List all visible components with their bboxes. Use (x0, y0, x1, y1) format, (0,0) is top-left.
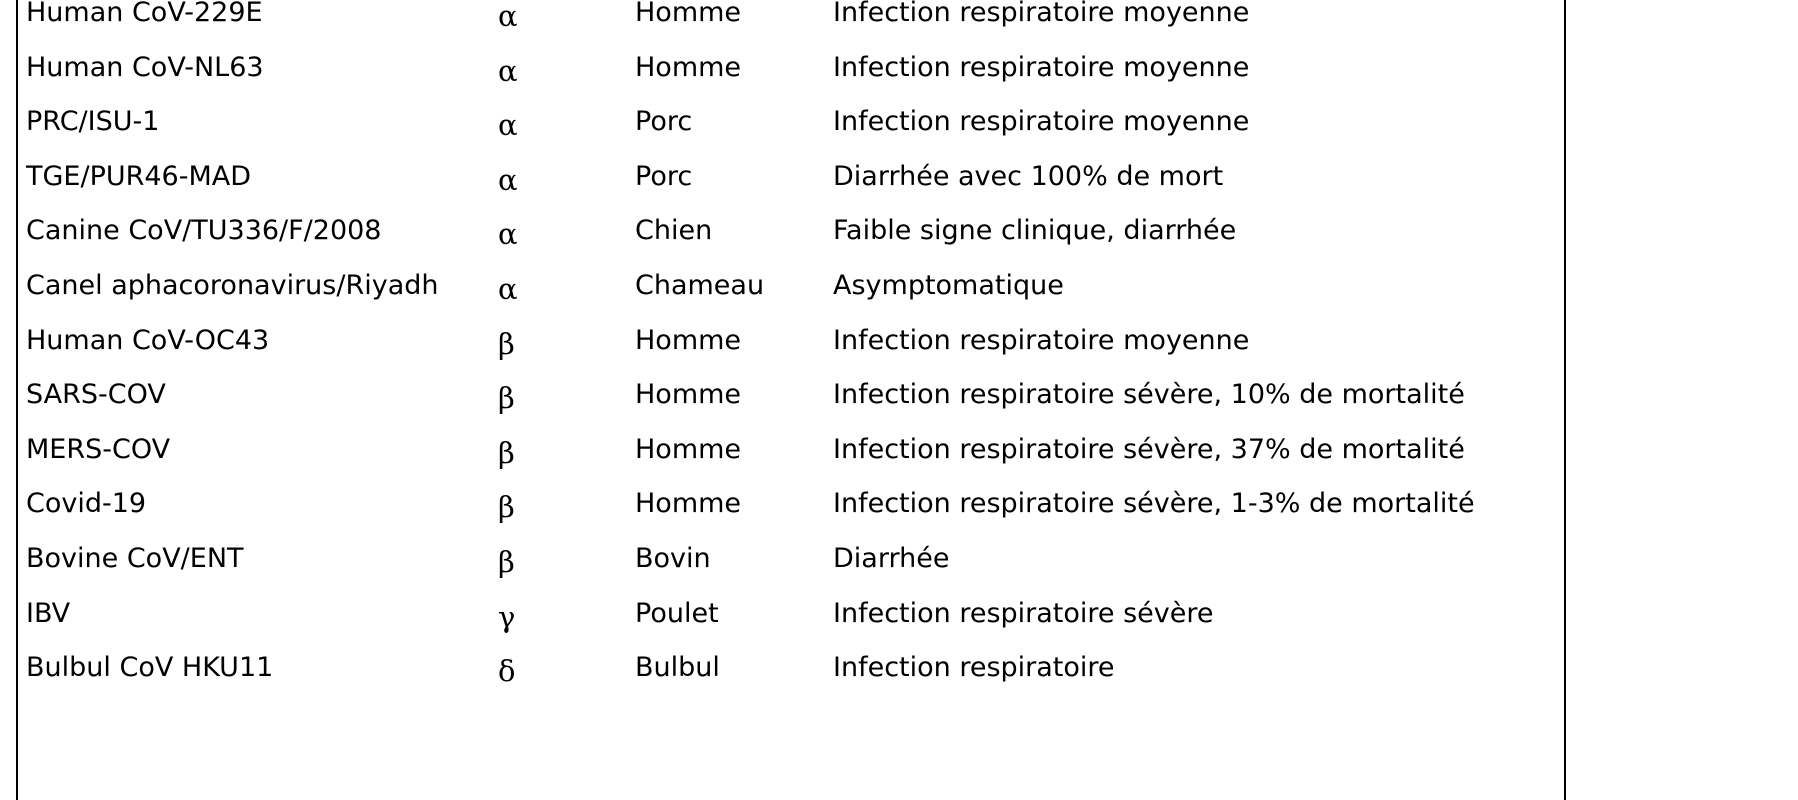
genus-cell: β (498, 545, 515, 579)
symptoms-cell: Infection respiratoire sévère, 10% de mortalité (833, 379, 1465, 411)
host-cell: Homme (635, 0, 742, 28)
host-cell: Chien (635, 215, 713, 247)
host-cell: Bovin (635, 543, 711, 574)
table-row (18, 314, 1564, 369)
genus-cell: α (498, 108, 518, 143)
symptoms-cell: Infection respiratoire sévère (833, 597, 1214, 629)
symptoms-cell: Diarrhée (833, 543, 950, 574)
table-row (18, 41, 1564, 96)
symptoms-cell: Asymptomatique (833, 270, 1064, 301)
table-row (18, 259, 1564, 314)
virus-name-cell: Canel aphacoronavirus/Riyadh (26, 270, 439, 301)
genus-cell: α (498, 162, 518, 197)
host-cell: Porc (635, 106, 693, 138)
virus-name-cell: Human CoV-229E (26, 0, 263, 28)
virus-name-cell: Bovine CoV/ENT (26, 543, 244, 574)
genus-cell: δ (498, 654, 516, 689)
virus-name-cell: Human CoV-OC43 (26, 324, 270, 356)
virus-name-cell: PRC/ISU-1 (26, 106, 160, 138)
virus-name-cell: MERS-COV (26, 433, 171, 465)
symptoms-cell: Infection respiratoire (833, 652, 1115, 684)
virus-name-cell: SARS-COV (26, 379, 166, 411)
virus-name-cell: Covid-19 (26, 488, 147, 520)
host-cell: Bulbul (635, 652, 720, 684)
symptoms-cell: Infection respiratoire moyenne (833, 51, 1250, 83)
host-cell: Homme (635, 51, 742, 83)
genus-cell: β (498, 381, 515, 416)
symptoms-cell: Faible signe clinique, diarrhée (833, 215, 1237, 247)
virus-name-cell: Bulbul CoV HKU11 (26, 652, 274, 684)
table-row (18, 641, 1564, 696)
virus-name-cell: Human CoV-NL63 (26, 51, 264, 83)
symptoms-cell: Infection respiratoire sévère, 1-3% de mortalité (833, 488, 1475, 520)
host-cell: Porc (635, 160, 693, 192)
host-cell: Poulet (635, 597, 719, 629)
host-cell: Chameau (635, 270, 765, 301)
host-cell: Homme (635, 324, 742, 356)
genus-cell: α (498, 0, 518, 33)
symptoms-cell: Diarrhée avec 100% de mort (833, 160, 1224, 192)
host-cell: Homme (635, 433, 742, 465)
table-row (18, 150, 1564, 205)
table-row (18, 587, 1564, 642)
table-row (18, 204, 1564, 259)
virus-name-cell: TGE/PUR46-MAD (26, 160, 252, 192)
genus-cell: β (498, 326, 515, 361)
symptoms-cell: Infection respiratoire moyenne (833, 0, 1250, 28)
table-row (18, 95, 1564, 150)
table-row (18, 0, 1564, 41)
genus-cell: γ (498, 599, 516, 634)
table-row (18, 532, 1564, 587)
genus-cell: α (498, 272, 518, 306)
coronavirus-table (16, 0, 1566, 800)
genus-cell: α (498, 217, 518, 252)
genus-cell: β (498, 490, 515, 525)
table-row (18, 423, 1564, 478)
virus-name-cell: Canine CoV/TU336/F/2008 (26, 215, 382, 247)
host-cell: Homme (635, 488, 742, 520)
genus-cell: α (498, 53, 518, 88)
host-cell: Homme (635, 379, 742, 411)
virus-name-cell: IBV (26, 597, 71, 629)
table-row (18, 368, 1564, 423)
symptoms-cell: Infection respiratoire sévère, 37% de mortalité (833, 433, 1465, 465)
table-row (18, 477, 1564, 532)
symptoms-cell: Infection respiratoire moyenne (833, 324, 1250, 356)
genus-cell: β (498, 435, 515, 470)
symptoms-cell: Infection respiratoire moyenne (833, 106, 1250, 138)
